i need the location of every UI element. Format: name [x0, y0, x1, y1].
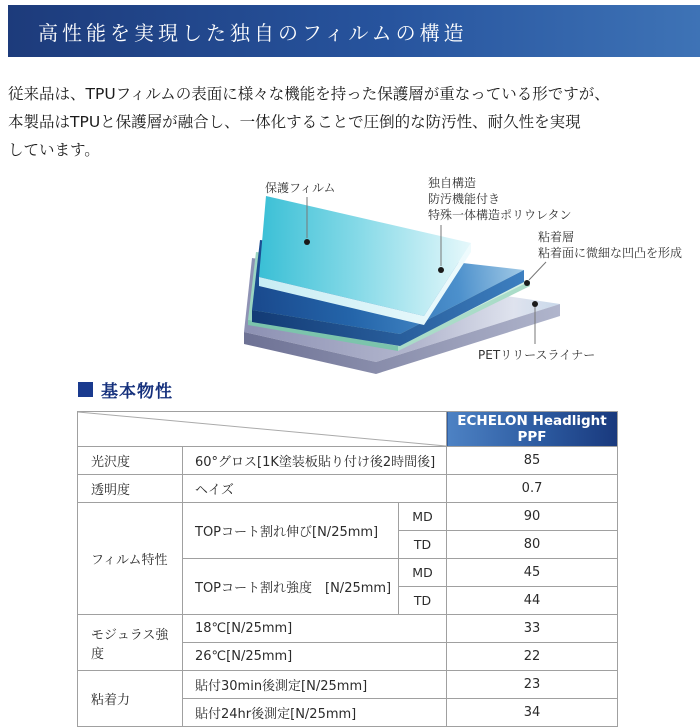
cell-value: 22 [447, 643, 618, 671]
page-title: 高性能を実現した独自のフィルムの構造 [38, 20, 468, 45]
cell-test: TOPコート割れ強度 [N/25mm] [183, 559, 399, 615]
cell-category: 粘着力 [78, 671, 183, 727]
adhesive-label: 粘着面に微細な凹凸を形成 [538, 246, 683, 260]
film-structure-diagram [0, 170, 700, 380]
cell-test: ヘイズ [183, 475, 447, 503]
cell-direction: MD [399, 503, 447, 531]
adhesive-label: 粘着層 [538, 230, 575, 244]
cell-value: 44 [447, 587, 618, 615]
product-header-cell: ECHELON Headlight PPF [447, 412, 618, 447]
unique-structure-label: 独自構造 [428, 176, 477, 190]
protective-film-label: 保護フィルム [265, 181, 336, 195]
cell-direction: TD [399, 587, 447, 615]
intro-line: 本製品はTPUと保護層が融合し、一体化することで圧倒的な防汚性、耐久性を実現 [8, 113, 581, 131]
section-title [78, 377, 173, 402]
cell-value: 90 [447, 503, 618, 531]
cell-category: 光沢度 [78, 447, 183, 475]
cell-test: 貼付30min後測定[N/25mm] [183, 671, 447, 699]
intro-paragraph [8, 80, 696, 164]
table-row [78, 447, 618, 475]
cell-value: 23 [447, 671, 618, 699]
callout-dot [304, 239, 310, 245]
cell-test: TOPコート割れ伸び[N/25mm] [183, 503, 399, 559]
table-row [78, 503, 618, 531]
callout-dot [532, 301, 538, 307]
section-bullet-icon [78, 382, 93, 397]
unique-structure-label: 防汚機能付き [428, 192, 501, 206]
cell-direction: TD [399, 531, 447, 559]
table-header-row [78, 412, 618, 447]
cell-test: 18℃[N/25mm] [183, 615, 447, 643]
cell-test: 26℃[N/25mm] [183, 643, 447, 671]
callout-dot [524, 280, 530, 286]
diagonal-line [78, 412, 446, 446]
table-row [78, 671, 618, 699]
cell-value: 85 [447, 447, 618, 475]
header-banner [8, 5, 700, 57]
table-row [78, 475, 618, 503]
cell-direction: MD [399, 559, 447, 587]
cell-category: モジュラス強度 [78, 615, 183, 671]
cell-value: 45 [447, 559, 618, 587]
cell-test: 貼付24hr後測定[N/25mm] [183, 699, 447, 727]
pet-liner-label: PETリリースライナー [478, 348, 596, 362]
callout-dot [438, 267, 444, 273]
cell-value: 0.7 [447, 475, 618, 503]
cell-value: 80 [447, 531, 618, 559]
diagonal-header-cell [78, 412, 447, 447]
section-title-text: 基本物性 [101, 382, 173, 402]
unique-structure-label: 特殊一体構造ポリウレタン [428, 208, 572, 222]
callout-adhesive [524, 229, 682, 286]
cell-category: フィルム特性 [78, 503, 183, 615]
intro-line: 従来品は、TPUフィルムの表面に様々な機能を持った保護層が重なっている形ですが、 [8, 85, 610, 103]
basic-properties-table [77, 411, 618, 727]
cell-category: 透明度 [78, 475, 183, 503]
table-row [78, 615, 618, 643]
cell-value: 33 [447, 615, 618, 643]
cell-value: 34 [447, 699, 618, 727]
cell-test: 60°グロス[1K塗装板貼り付け後2時間後] [183, 447, 447, 475]
intro-line: しています。 [8, 141, 100, 159]
